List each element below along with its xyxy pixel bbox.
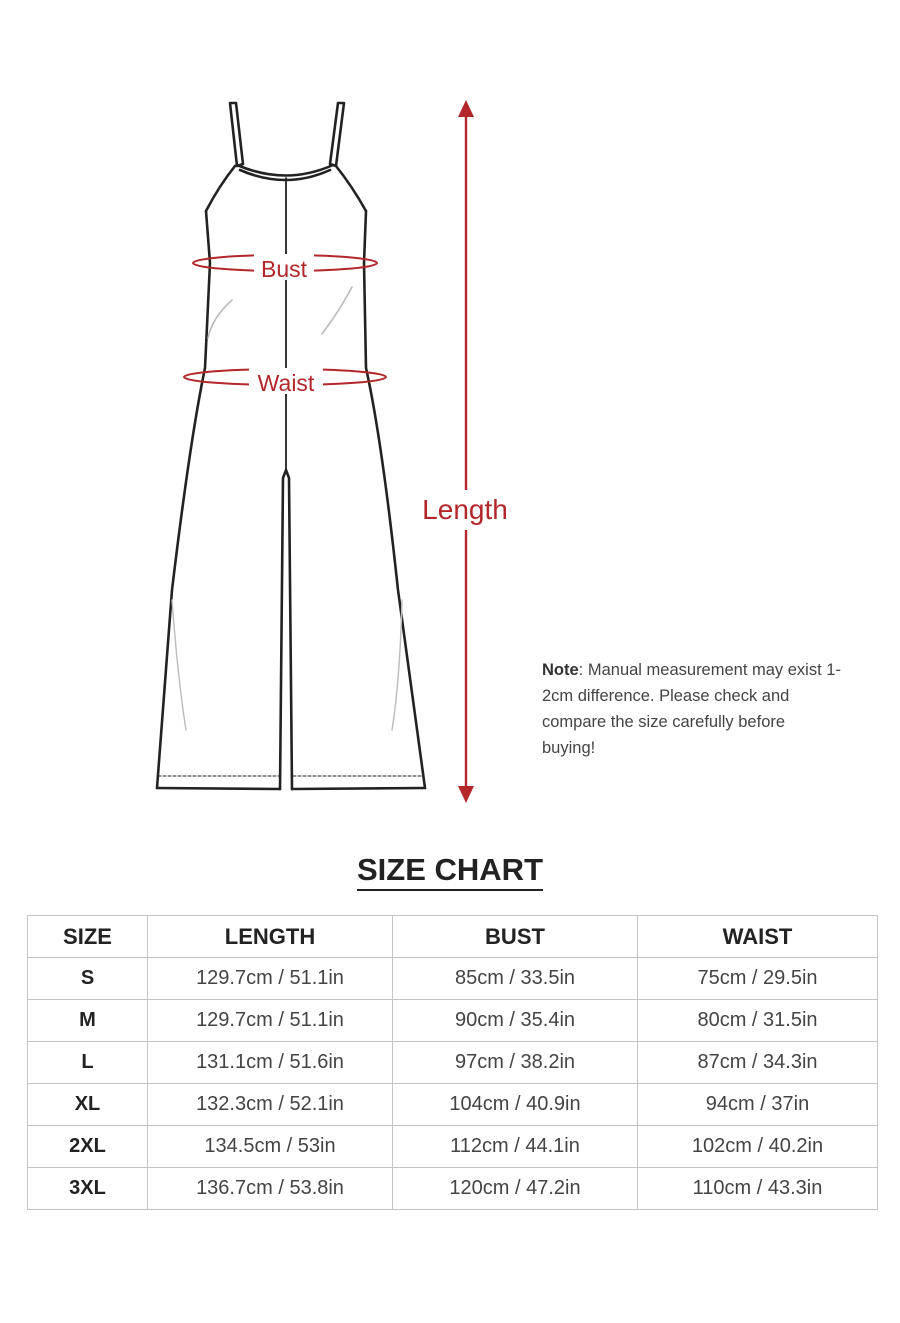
length-arrow — [458, 100, 474, 803]
size-chart-title — [0, 852, 900, 888]
size-cell: 3XL — [28, 1168, 148, 1210]
length-cell: 132.3cm / 52.1in — [148, 1084, 393, 1126]
length-cell: 129.7cm / 51.1in — [148, 1000, 393, 1042]
waist-label: Waist — [257, 370, 315, 396]
header-waist: WAIST — [638, 916, 878, 958]
waist-cell: 102cm / 40.2in — [638, 1126, 878, 1168]
size-cell: M — [28, 1000, 148, 1042]
length-cell: 134.5cm / 53in — [148, 1126, 393, 1168]
size-cell: S — [28, 958, 148, 1000]
table-row — [28, 1084, 878, 1126]
bust-label: Bust — [260, 256, 308, 282]
waist-cell: 80cm / 31.5in — [638, 1000, 878, 1042]
table-row — [28, 1042, 878, 1084]
bust-cell: 85cm / 33.5in — [393, 958, 638, 1000]
waist-cell: 75cm / 29.5in — [638, 958, 878, 1000]
size-cell: L — [28, 1042, 148, 1084]
length-cell: 136.7cm / 53.8in — [148, 1168, 393, 1210]
length-cell: 131.1cm / 51.6in — [148, 1042, 393, 1084]
bust-cell: 112cm / 44.1in — [393, 1126, 638, 1168]
length-cell: 129.7cm / 51.1in — [148, 958, 393, 1000]
size-cell: XL — [28, 1084, 148, 1126]
jumpsuit-outline — [157, 103, 425, 789]
note-lead: Note — [542, 661, 579, 679]
measurement-note — [542, 657, 842, 761]
header-length: LENGTH — [148, 916, 393, 958]
table-row — [28, 1126, 878, 1168]
bust-cell: 104cm / 40.9in — [393, 1084, 638, 1126]
bust-cell: 90cm / 35.4in — [393, 1000, 638, 1042]
size-chart-table — [27, 915, 878, 1210]
bust-cell: 120cm / 47.2in — [393, 1168, 638, 1210]
table-row — [28, 958, 878, 1000]
waist-cell: 110cm / 43.3in — [638, 1168, 878, 1210]
waist-cell: 94cm / 37in — [638, 1084, 878, 1126]
header-size: SIZE — [28, 916, 148, 958]
size-cell: 2XL — [28, 1126, 148, 1168]
waist-cell: 87cm / 34.3in — [638, 1042, 878, 1084]
bust-cell: 97cm / 38.2in — [393, 1042, 638, 1084]
size-chart-title-text: SIZE CHART — [357, 852, 543, 891]
table-row — [28, 1168, 878, 1210]
header-bust: BUST — [393, 916, 638, 958]
note-text: : Manual measurement may exist 1-2cm difference. Please check and compare the size carefully before buying! — [542, 661, 841, 757]
table-header-row — [28, 916, 878, 958]
length-label: Length — [422, 494, 508, 525]
table-row — [28, 1000, 878, 1042]
